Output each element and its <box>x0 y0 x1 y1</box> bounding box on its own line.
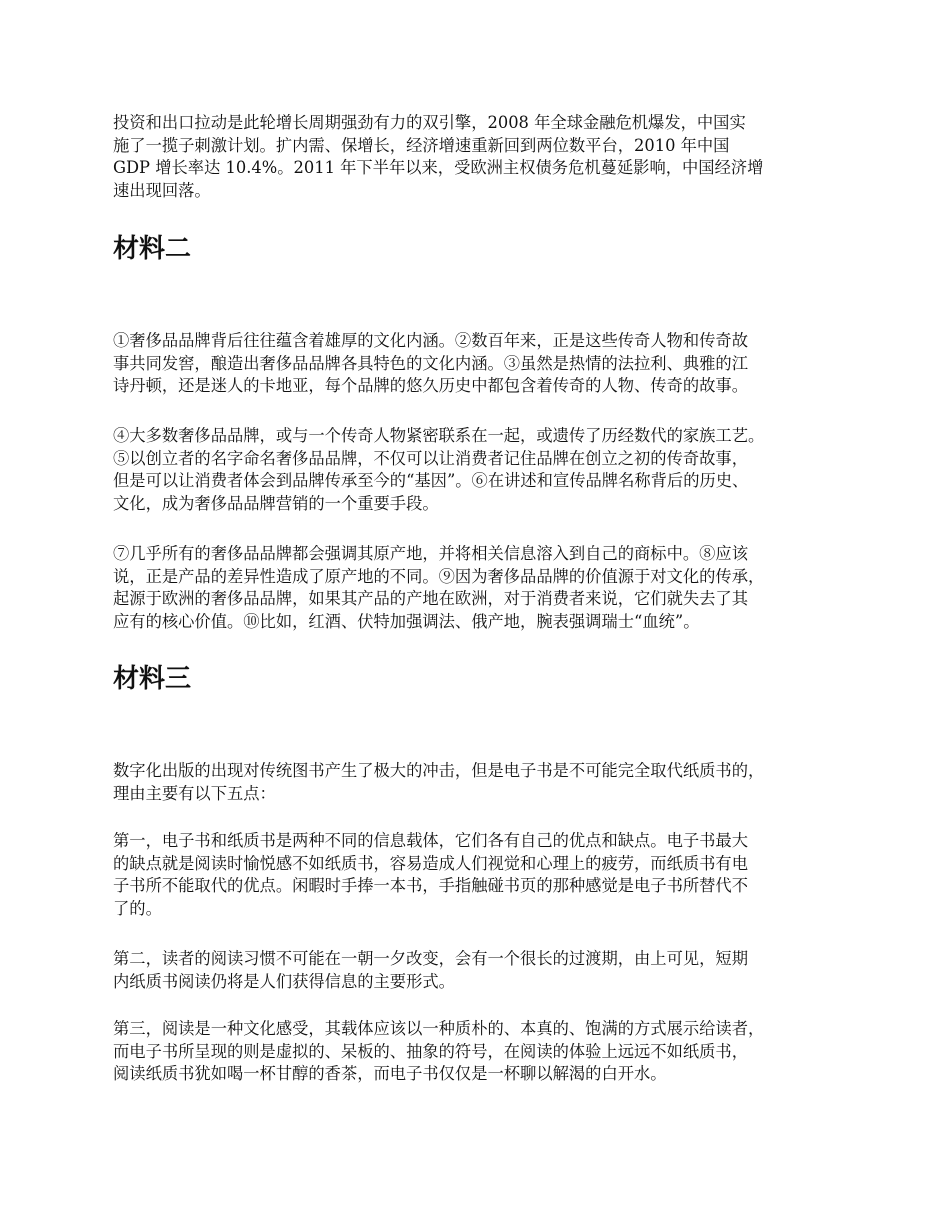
text-line: 内纸质书阅读仍将是人们获得信息的主要形式。 <box>113 971 455 991</box>
paragraph-ebook-first <box>113 830 853 920</box>
section-heading-material-three: 材料三 <box>113 664 192 694</box>
text-line: 事共同发窖，酿造出奢侈品品牌各具特色的文化内涵。③虽然是热情的法拉利、典雅的江 <box>113 353 748 373</box>
text-line: 数字化出版的出现对传统图书产生了极大的冲击，但是电子书是不可能完全取代纸质书的， <box>113 761 765 780</box>
text-line: 施了一揽子刺激计划。扩内需、保增长，经济增速重新回到两位数平台，2010 年中国 <box>113 135 730 155</box>
text-line: 起源于欧洲的奢侈品品牌，如果其产品的产地在欧洲，对于消费者来说，它们就失去了其 <box>113 589 748 608</box>
text-line: 了的。 <box>113 898 162 918</box>
paragraph-economy <box>113 112 853 202</box>
text-line: ④大多数奢侈品品牌，或与一个传奇人物紧密联系在一起，或遗传了历经数代的家族工艺。 <box>113 426 765 445</box>
text-line: ⑦几乎所有的奢侈品品牌都会强调其原产地，并将相关信息溶入到自己的商标中。⑧应该 <box>113 544 748 563</box>
paragraph-ebook-intro <box>113 760 853 805</box>
paragraph-ebook-second <box>113 948 853 993</box>
text-line: 第一，电子书和纸质书是两种不同的信息载体，它们各有自己的优点和缺点。电子书最大 <box>113 831 748 850</box>
text-line: 速出现回落。 <box>113 180 211 200</box>
text-line: 第二，读者的阅读习惯不可能在一朝一夕改变，会有一个很长的过渡期，由上可见，短期 <box>113 949 748 968</box>
paragraph-luxury-3 <box>113 543 853 633</box>
text-line: 应有的核心价值。⑩比如，红酒、伏特加强调法、俄产地，腕表强调瑞士“血统”。 <box>113 611 700 631</box>
text-line: GDP 增长率达 10.4%。2011 年下半年以来，受欧洲主权债务危机蔓延影响，中国经济增 <box>113 158 764 177</box>
text-line: ①奢侈品品牌背后往往蕴含着雄厚的文化内涵。②数百年来，正是这些传奇人物和传奇故 <box>113 331 748 350</box>
text-line: 阅读纸质书犹如喝一杯甘醇的香茶，而电子书仅仅是一杯聊以解渴的白开水。 <box>113 1064 667 1083</box>
paragraph-ebook-third <box>113 1018 853 1086</box>
text-line: 子书所不能取代的优点。闲暇时手捧一本书，手指触碰书页的那种感觉是电子书所替代不 <box>113 876 748 895</box>
text-line: ⑤以创立者的名字命名奢侈品品牌，不仅可以让消费者记住品牌在创立之初的传奇故事， <box>113 448 748 468</box>
text-line: 投资和出口拉动是此轮增长周期强劲有力的双引擎，2008 年全球金融危机爆发，中国实 <box>113 113 746 132</box>
text-line: 第三，阅读是一种文化感受，其载体应该以一种质朴的、本真的、饱满的方式展示给读者， <box>113 1019 765 1038</box>
text-line: 而电子书所呈现的则是虚拟的、呆板的、抽象的符号，在阅读的体验上远远不如纸质书， <box>113 1041 748 1061</box>
text-line: 理由主要有以下五点： <box>113 783 276 803</box>
text-line: 诗丹顿，还是迷人的卡地亚，每个品牌的悠久历史中都包含着传奇的人物、传奇的故事。 <box>113 376 748 395</box>
text-line: 但是可以让消费者体会到品牌传承至今的“基因”。⑥在讲述和宣传品牌名称背后的历史、 <box>113 471 749 490</box>
text-line: 说，正是产品的差异性造成了原产地的不同。⑨因为奢侈品品牌的价值源于对文化的传承， <box>113 566 765 586</box>
text-line: 文化，成为奢侈品品牌营销的一个重要手段。 <box>113 493 439 513</box>
text-line: 的缺点就是阅读时愉悦感不如纸质书，容易造成人们视觉和心理上的疲劳，而纸质书有电 <box>113 853 748 873</box>
paragraph-luxury-1 <box>113 330 853 398</box>
section-heading-material-two: 材料二 <box>113 234 192 264</box>
paragraph-luxury-2 <box>113 425 853 515</box>
